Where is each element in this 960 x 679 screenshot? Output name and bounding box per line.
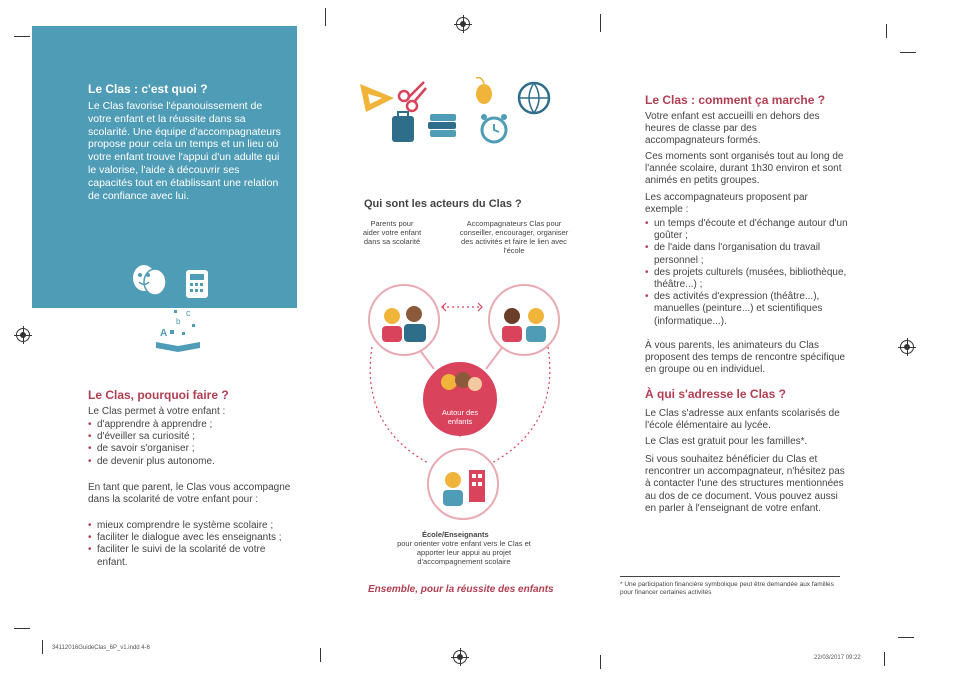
accompagnateurs-label: Accompagnateurs Clas pour conseiller, encourager, organiser des activités et faire le lien avec l'école bbox=[459, 219, 569, 255]
list-item: • des activités d'expression (théâtre...), manuelles (peinture...) et scientifiques (informatique...). bbox=[645, 291, 850, 328]
comment-p3: Les accompagnateurs proposent par exemple : bbox=[645, 192, 808, 216]
pourquoi-title: Le Clas, pourquoi faire ? bbox=[88, 388, 229, 402]
registration-mark-icon bbox=[16, 328, 30, 342]
list-item: • de l'aide dans l'organisation du travail personnel ; bbox=[645, 242, 850, 266]
pourquoi-intro: Le Clas permet à votre enfant : bbox=[88, 406, 226, 417]
registration-mark-icon bbox=[453, 650, 467, 664]
crop-mark bbox=[320, 648, 321, 662]
list-item: • des projets culturels (musées, bibliothèque, théâtre...) ; bbox=[645, 267, 850, 291]
crop-mark bbox=[600, 655, 601, 669]
crop-mark bbox=[42, 640, 43, 654]
comment-p2: Ces moments sont organisés tout au long de l'année scolaire, durant 1h30 environ et sont animés en petits groupes. bbox=[645, 151, 844, 187]
ecole-circle bbox=[427, 448, 499, 520]
intro-text: Le Clas favorise l'épanouissement de votre enfant et la réussite dans sa scolarité. Une équipe d'accompagnateurs propose pour cela un temps et un lieu où votre enfant trouve l'appui d'un adulte qui le valorise, l'aide à découvrir ses capacités tout en établissant une relation de confiance avec lui. bbox=[88, 100, 281, 202]
comment-p1: Votre enfant est accueilli en dehors des heures de classe par des accompagnateurs formés. bbox=[645, 111, 820, 147]
list-item: • de devenir plus autonome. bbox=[88, 456, 288, 468]
svg-text:b: b bbox=[176, 317, 181, 326]
ecole-label: pour orienter votre enfant vers le Clas et apporter leur appui au projet d'accompagnement scolaire bbox=[397, 539, 531, 566]
list-item: • faciliter le dialogue avec les enseignants ; bbox=[88, 532, 298, 544]
footnote: * Une participation financière symbolique peut être demandée aux familles pour financer certaines activités bbox=[620, 581, 834, 596]
comment-p4: À vous parents, les animateurs du Clas proposent des temps de rencontre spécifique en groupe ou en individuel. bbox=[645, 340, 846, 376]
crop-mark bbox=[600, 14, 601, 32]
enfants-circle bbox=[423, 362, 497, 436]
school-supplies-icon bbox=[356, 74, 556, 154]
crop-mark bbox=[884, 652, 885, 666]
qui-p2: Le Clas est gratuit pour les familles*. bbox=[645, 436, 808, 447]
accompagnateurs-icon bbox=[490, 286, 558, 354]
list-item: • d'apprendre à apprendre ; bbox=[88, 419, 288, 431]
crop-mark bbox=[14, 628, 30, 629]
activities-list bbox=[645, 218, 850, 328]
crop-mark bbox=[900, 52, 916, 53]
qui-p3: Si vous souhaitez bénéficier du Clas et rencontrer un accompagnateur, n'hésitez pas à contacter l'une des structures mentionnées au dos de ce document. Vous pouvez aussi en parler à l'enseignant de votre enfant. bbox=[645, 454, 845, 514]
acteurs-title: Qui sont les acteurs du Clas ? bbox=[364, 198, 522, 210]
list-item: • de savoir s'organiser ; bbox=[88, 443, 288, 455]
parents-label: Parents pour aider votre enfant dans sa scolarité bbox=[362, 219, 422, 246]
tagline: Ensemble, pour la réussite des enfants bbox=[368, 584, 554, 595]
crop-mark bbox=[325, 8, 326, 26]
svg-text:A: A bbox=[160, 328, 168, 339]
print-filename: 34112016GuideClas_6P_v1.indd 4-6 bbox=[52, 645, 150, 651]
list-item: • mieux comprendre le système scolaire ; bbox=[88, 520, 298, 532]
qui-p1: Le Clas s'adresse aux enfants scolarisés de l'école élémentaire au lycée. bbox=[645, 408, 840, 432]
pourquoi-list bbox=[88, 419, 288, 468]
list-item: • d'éveiller sa curiosité ; bbox=[88, 431, 288, 443]
parent-list bbox=[88, 520, 298, 569]
registration-mark-icon bbox=[456, 17, 470, 31]
crop-mark bbox=[886, 24, 887, 38]
teacher-school-icon bbox=[429, 450, 497, 518]
ecole-title: École/Enseignants bbox=[422, 530, 489, 539]
crop-mark bbox=[14, 36, 30, 37]
footnote-rule bbox=[620, 576, 840, 577]
center-label: Autour des enfants bbox=[441, 408, 479, 426]
list-item: • un temps d'écoute et d'échange autour d'un goûter ; bbox=[645, 218, 850, 242]
svg-text:c: c bbox=[186, 308, 191, 318]
parent-intro: En tant que parent, le Clas vous accompagne dans la scolarité de votre enfant pour : bbox=[88, 482, 291, 506]
list-item: • faciliter le suivi de la scolarité de votre enfant. bbox=[88, 544, 298, 568]
comment-title: Le Clas : comment ça marche ? bbox=[645, 93, 826, 107]
print-datestamp: 22/03/2017 09:22 bbox=[814, 655, 861, 661]
parents-icon bbox=[370, 286, 438, 354]
intro-title: Le Clas : c'est quoi ? bbox=[88, 82, 208, 96]
registration-mark-icon bbox=[900, 340, 914, 354]
qui-title: À qui s'adresse le Clas ? bbox=[645, 387, 786, 401]
children-icon bbox=[435, 368, 485, 400]
book-letters-icon bbox=[150, 302, 210, 352]
crop-mark bbox=[898, 637, 914, 638]
parents-circle bbox=[368, 284, 440, 356]
accompagnateurs-circle bbox=[488, 284, 560, 356]
